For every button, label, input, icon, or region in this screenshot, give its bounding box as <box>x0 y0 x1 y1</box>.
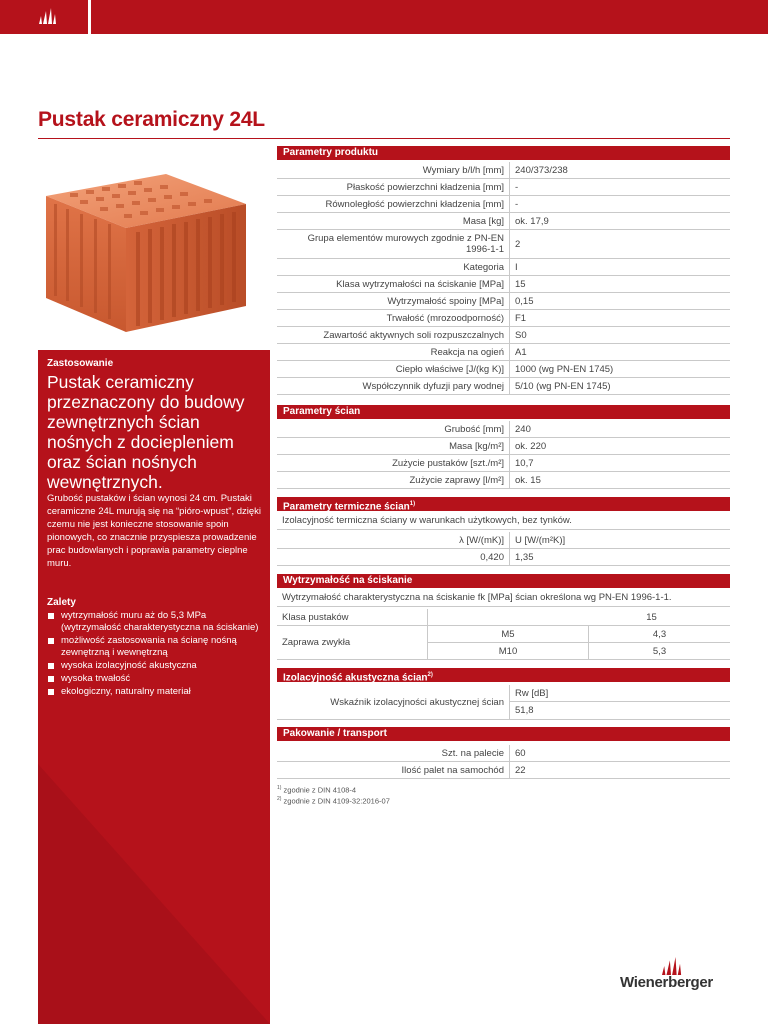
wall-params-heading: Parametry ścian <box>277 405 730 419</box>
table-row <box>277 196 730 213</box>
decorative-triangle <box>38 764 270 1024</box>
param-value: 240 <box>510 421 731 438</box>
compression-heading: Wytrzymałość na ściskanie <box>277 574 730 588</box>
top-bar-fill <box>91 0 768 34</box>
table-row <box>277 179 730 196</box>
footnote-marker: 2) <box>427 672 433 678</box>
param-value: ok. 15 <box>510 472 731 489</box>
advantages-heading: Zalety <box>47 597 76 608</box>
table-row <box>277 293 730 310</box>
lambda-header: λ [W/(mK)] <box>277 532 510 549</box>
strength-value: 4,3 <box>589 626 731 643</box>
table-row <box>277 762 730 779</box>
mortar-class: M5 <box>428 626 589 643</box>
usage-body: Grubość pustaków i ścian wynosi 24 cm. Pustaki ceramiczne 24L murują się na “pióro-wpust”, dzięki czemu nie jest konieczne stosowanie spoin pionowych, co znacznie przyspiesza prowadzenie prac budowlanych i poprawia parametry cieplne muru. <box>47 493 262 569</box>
thermal-note: Izolacyjność termiczna ściany w warunkach użytkowych, bez tynków. <box>277 512 730 530</box>
table-row <box>277 609 730 626</box>
param-value: S0 <box>510 327 731 344</box>
param-key: Szt. na palecie <box>277 745 510 762</box>
page-title: Pustak ceramiczny 24L <box>38 108 265 131</box>
product-params-table <box>277 162 730 395</box>
u-value: 1,35 <box>510 549 731 566</box>
table-row <box>277 162 730 179</box>
table-row <box>277 549 730 566</box>
param-key: Zużycie zaprawy [l/m²] <box>277 472 510 489</box>
table-row <box>277 378 730 395</box>
acoustic-table <box>277 685 730 720</box>
table-row <box>277 344 730 361</box>
packaging-table <box>277 745 730 779</box>
top-bar <box>0 0 768 34</box>
param-key: Reakcja na ogień <box>277 344 510 361</box>
acoustic-label: Wskaźnik izolacyjności akustycznej ścian <box>277 685 510 720</box>
footnote-marker: 1) <box>409 501 416 507</box>
table-row <box>277 685 730 702</box>
param-value: 2 <box>510 230 731 259</box>
list-item: wysoka trwałość <box>47 673 262 685</box>
table-row <box>277 361 730 378</box>
acoustic-unit: Rw [dB] <box>510 685 731 702</box>
param-key: Masa [kg] <box>277 213 510 230</box>
footnote-1 <box>277 785 356 795</box>
acoustic-value: 51,8 <box>510 702 731 720</box>
param-value: - <box>510 196 731 213</box>
lambda-value: 0,420 <box>277 549 510 566</box>
top-logo-cell <box>0 0 88 34</box>
footnote-text: zgodnie z DIN 4109-32:2016-07 <box>281 796 390 806</box>
footnote-text: zgodnie z DIN 4108-4 <box>281 785 357 795</box>
table-row <box>277 532 730 549</box>
param-value: 0,15 <box>510 293 731 310</box>
list-item: ekologiczny, naturalny materiał <box>47 686 262 698</box>
brand-name: Wienerberger <box>620 974 713 991</box>
wienerberger-logo-icon <box>38 8 56 24</box>
param-value: 15 <box>510 276 731 293</box>
param-key: Grubość [mm] <box>277 421 510 438</box>
param-key: Płaskość powierzchni kładzenia [mm] <box>277 179 510 196</box>
param-key: Wymiary b/l/h [mm] <box>277 162 510 179</box>
class-value: 15 <box>428 609 731 626</box>
table-row <box>277 626 730 643</box>
packaging-heading: Pakowanie / transport <box>277 727 730 741</box>
param-key: Klasa wytrzymałości na ściskanie [MPa] <box>277 276 510 293</box>
table-row <box>277 310 730 327</box>
param-value: 22 <box>510 762 731 779</box>
param-value: 1000 (wg PN-EN 1745) <box>510 361 731 378</box>
strength-value: 5,3 <box>589 643 731 660</box>
param-value: 10,7 <box>510 455 731 472</box>
param-value: 5/10 (wg PN-EN 1745) <box>510 378 731 395</box>
param-value: F1 <box>510 310 731 327</box>
brick-product-image <box>40 166 252 336</box>
footnote-marker: 2) <box>277 796 282 802</box>
list-item: wysoka izolacyjność akustyczna <box>47 660 262 672</box>
param-key: Zawartość aktywnych soli rozpuszczalnych <box>277 327 510 344</box>
param-value: - <box>510 179 731 196</box>
param-key: Wytrzymałość spoiny [MPa] <box>277 293 510 310</box>
param-key: Trwałość (mrozoodporność) <box>277 310 510 327</box>
mortar-class: M10 <box>428 643 589 660</box>
thermal-table <box>277 532 730 566</box>
param-key: Grupa elementów murowych zgodnie z PN-EN 1996-1-1 <box>277 230 510 259</box>
param-key: Kategoria <box>277 259 510 276</box>
table-row <box>277 455 730 472</box>
wienerberger-logo-icon <box>660 957 682 975</box>
table-row <box>277 230 730 259</box>
list-item: możliwość zastosowania na ścianę nośną zewnętrzną i wewnętrzną <box>47 635 262 659</box>
title-divider <box>38 138 730 139</box>
param-key: Masa [kg/m²] <box>277 438 510 455</box>
acoustic-heading <box>277 668 730 682</box>
table-row <box>277 276 730 293</box>
param-value: A1 <box>510 344 731 361</box>
usage-lead: Pustak ceramiczny przeznaczony do budowy zewnętrznych ścian nośnych z dociepleniem oraz ścian nośnych wewnętrznych. <box>47 372 245 492</box>
compression-table <box>277 609 730 660</box>
table-row <box>277 745 730 762</box>
footnote-2 <box>277 796 390 806</box>
class-label: Klasa pustaków <box>277 609 428 626</box>
table-row <box>277 327 730 344</box>
param-value: 60 <box>510 745 731 762</box>
param-value: ok. 17,9 <box>510 213 731 230</box>
table-row <box>277 472 730 489</box>
list-item: wytrzymałość muru aż do 5,3 MPa (wytrzymałość charakterystyczna na ściskanie) <box>47 610 262 634</box>
param-key: Ciepło właściwe [J/(kg K)] <box>277 361 510 378</box>
table-row <box>277 259 730 276</box>
table-row <box>277 438 730 455</box>
mortar-label: Zaprawa zwykła <box>277 626 428 660</box>
param-key: Ilość palet na samochód <box>277 762 510 779</box>
advantages-list <box>47 610 262 699</box>
acoustic-heading-text: Izolacyjność akustyczna ścian <box>283 672 428 684</box>
param-value: 240/373/238 <box>510 162 731 179</box>
param-value: ok. 220 <box>510 438 731 455</box>
usage-panel <box>38 350 270 1024</box>
footnote-marker: 1) <box>277 785 282 791</box>
param-value: I <box>510 259 731 276</box>
product-params-heading: Parametry produktu <box>277 146 730 160</box>
compression-note: Wytrzymałość charakterystyczna na ściskanie fk [MPa] ścian określona wg PN-EN 1996-1-1. <box>277 589 730 607</box>
thermal-heading <box>277 497 730 511</box>
table-row <box>277 421 730 438</box>
param-key: Zużycie pustaków [szt./m²] <box>277 455 510 472</box>
wall-params-table <box>277 421 730 489</box>
thermal-heading-text: Parametry termiczne ścian <box>283 501 410 513</box>
param-key: Współczynnik dyfuzji pary wodnej <box>277 378 510 395</box>
usage-heading: Zastosowanie <box>47 358 114 369</box>
param-key: Równoległość powierzchni kładzenia [mm] <box>277 196 510 213</box>
table-row <box>277 213 730 230</box>
u-header: U [W/(m²K)] <box>510 532 731 549</box>
